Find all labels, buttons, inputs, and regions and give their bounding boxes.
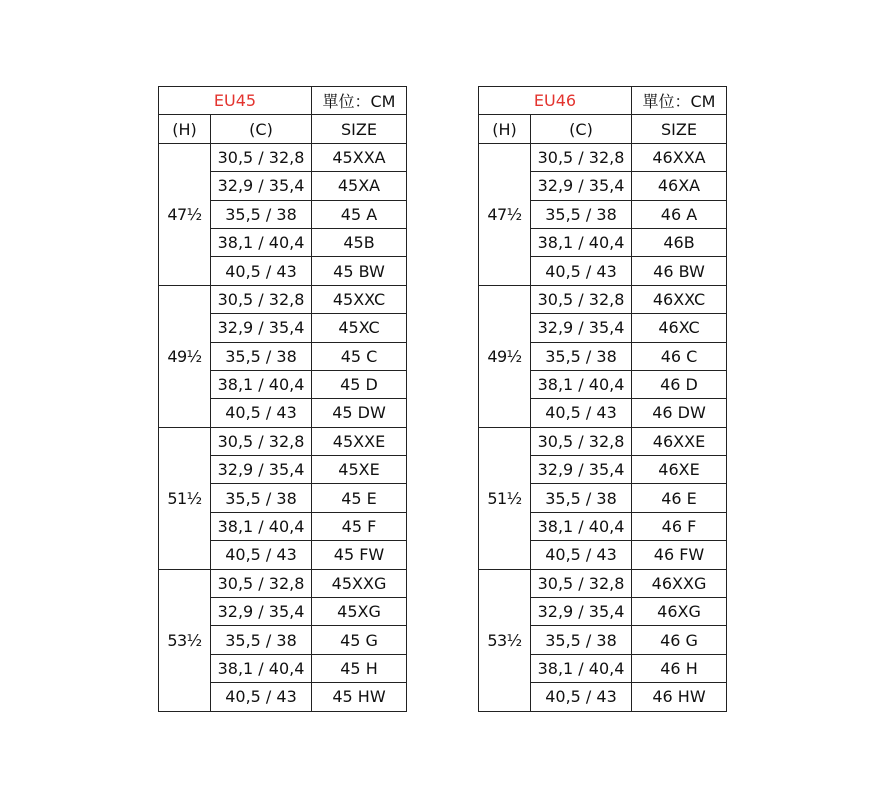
c-value: 40,5 / 43 bbox=[211, 683, 312, 711]
c-value: 30,5 / 32,8 bbox=[211, 285, 312, 313]
table-title: EU45 bbox=[159, 87, 312, 115]
size-value: 46XXE bbox=[632, 427, 727, 455]
c-value: 40,5 / 43 bbox=[531, 257, 632, 285]
c-value: 30,5 / 32,8 bbox=[531, 285, 632, 313]
size-value: 45 C bbox=[312, 342, 407, 370]
table-title-row bbox=[159, 87, 407, 115]
size-value: 45 G bbox=[312, 626, 407, 654]
size-value: 45 HW bbox=[312, 683, 407, 711]
size-value: 46XA bbox=[632, 172, 727, 200]
c-value: 35,5 / 38 bbox=[531, 484, 632, 512]
size-value: 46 E bbox=[632, 484, 727, 512]
table-row bbox=[159, 143, 407, 171]
h-value: 47½ bbox=[159, 143, 211, 285]
h-value: 49½ bbox=[159, 285, 211, 427]
size-value: 45XXC bbox=[312, 285, 407, 313]
c-value: 30,5 / 32,8 bbox=[531, 143, 632, 171]
size-table-eu45 bbox=[158, 86, 407, 712]
size-value: 46XXC bbox=[632, 285, 727, 313]
h-value: 49½ bbox=[479, 285, 531, 427]
size-value: 46 A bbox=[632, 200, 727, 228]
c-value: 35,5 / 38 bbox=[531, 200, 632, 228]
c-value: 35,5 / 38 bbox=[211, 200, 312, 228]
c-value: 30,5 / 32,8 bbox=[211, 569, 312, 597]
column-header-row bbox=[479, 115, 727, 143]
c-value: 38,1 / 40,4 bbox=[531, 228, 632, 256]
c-value: 32,9 / 35,4 bbox=[211, 598, 312, 626]
size-value: 46XE bbox=[632, 456, 727, 484]
c-value: 38,1 / 40,4 bbox=[211, 512, 312, 540]
column-header-size: SIZE bbox=[632, 115, 727, 143]
table-row bbox=[479, 285, 727, 313]
table-row bbox=[479, 569, 727, 597]
size-value: 45 F bbox=[312, 512, 407, 540]
c-value: 40,5 / 43 bbox=[531, 399, 632, 427]
c-value: 30,5 / 32,8 bbox=[531, 569, 632, 597]
size-value: 46 FW bbox=[632, 541, 727, 569]
c-value: 40,5 / 43 bbox=[531, 541, 632, 569]
h-value: 51½ bbox=[479, 427, 531, 569]
column-header-c: (C) bbox=[211, 115, 312, 143]
c-value: 38,1 / 40,4 bbox=[211, 228, 312, 256]
c-value: 32,9 / 35,4 bbox=[211, 456, 312, 484]
size-value: 46 G bbox=[632, 626, 727, 654]
c-value: 38,1 / 40,4 bbox=[211, 370, 312, 398]
size-value: 46B bbox=[632, 228, 727, 256]
size-value: 45XXE bbox=[312, 427, 407, 455]
c-value: 32,9 / 35,4 bbox=[531, 456, 632, 484]
size-value: 45XXG bbox=[312, 569, 407, 597]
size-value: 45 H bbox=[312, 654, 407, 682]
c-value: 35,5 / 38 bbox=[211, 342, 312, 370]
size-value: 45 BW bbox=[312, 257, 407, 285]
h-value: 51½ bbox=[159, 427, 211, 569]
c-value: 30,5 / 32,8 bbox=[211, 143, 312, 171]
c-value: 35,5 / 38 bbox=[211, 484, 312, 512]
column-header-row bbox=[159, 115, 407, 143]
c-value: 35,5 / 38 bbox=[531, 626, 632, 654]
size-table-eu46 bbox=[478, 86, 727, 712]
size-value: 45 FW bbox=[312, 541, 407, 569]
c-value: 35,5 / 38 bbox=[531, 342, 632, 370]
c-value: 38,1 / 40,4 bbox=[531, 654, 632, 682]
c-value: 35,5 / 38 bbox=[211, 626, 312, 654]
size-value: 45 DW bbox=[312, 399, 407, 427]
table-row bbox=[159, 285, 407, 313]
size-value: 46 HW bbox=[632, 683, 727, 711]
size-value: 45XXA bbox=[312, 143, 407, 171]
size-value: 45XG bbox=[312, 598, 407, 626]
h-value: 53½ bbox=[159, 569, 211, 711]
size-value: 45XA bbox=[312, 172, 407, 200]
h-value: 53½ bbox=[479, 569, 531, 711]
size-value: 46 D bbox=[632, 370, 727, 398]
size-value: 46 F bbox=[632, 512, 727, 540]
unit-label: 單位：CM bbox=[632, 87, 727, 115]
h-value: 47½ bbox=[479, 143, 531, 285]
size-value: 46XXG bbox=[632, 569, 727, 597]
c-value: 40,5 / 43 bbox=[211, 399, 312, 427]
c-value: 38,1 / 40,4 bbox=[211, 654, 312, 682]
table-row bbox=[159, 569, 407, 597]
size-value: 45XC bbox=[312, 314, 407, 342]
column-header-h: (H) bbox=[159, 115, 211, 143]
c-value: 30,5 / 32,8 bbox=[211, 427, 312, 455]
size-value: 45 A bbox=[312, 200, 407, 228]
table-row bbox=[479, 143, 727, 171]
size-value: 45 D bbox=[312, 370, 407, 398]
size-value: 46 BW bbox=[632, 257, 727, 285]
size-value: 46XG bbox=[632, 598, 727, 626]
c-value: 32,9 / 35,4 bbox=[531, 314, 632, 342]
size-value: 46 C bbox=[632, 342, 727, 370]
column-header-h: (H) bbox=[479, 115, 531, 143]
size-value: 45B bbox=[312, 228, 407, 256]
c-value: 40,5 / 43 bbox=[531, 683, 632, 711]
c-value: 38,1 / 40,4 bbox=[531, 512, 632, 540]
size-value: 45 E bbox=[312, 484, 407, 512]
size-value: 46XC bbox=[632, 314, 727, 342]
c-value: 38,1 / 40,4 bbox=[531, 370, 632, 398]
c-value: 32,9 / 35,4 bbox=[531, 172, 632, 200]
c-value: 32,9 / 35,4 bbox=[531, 598, 632, 626]
size-value: 45XE bbox=[312, 456, 407, 484]
table-row bbox=[479, 427, 727, 455]
table-title-row bbox=[479, 87, 727, 115]
size-value: 46 H bbox=[632, 654, 727, 682]
table-row bbox=[159, 427, 407, 455]
size-value: 46 DW bbox=[632, 399, 727, 427]
size-value: 46XXA bbox=[632, 143, 727, 171]
c-value: 32,9 / 35,4 bbox=[211, 172, 312, 200]
table-title: EU46 bbox=[479, 87, 632, 115]
c-value: 40,5 / 43 bbox=[211, 541, 312, 569]
c-value: 32,9 / 35,4 bbox=[211, 314, 312, 342]
unit-label: 單位：CM bbox=[312, 87, 407, 115]
column-header-size: SIZE bbox=[312, 115, 407, 143]
c-value: 30,5 / 32,8 bbox=[531, 427, 632, 455]
c-value: 40,5 / 43 bbox=[211, 257, 312, 285]
column-header-c: (C) bbox=[531, 115, 632, 143]
